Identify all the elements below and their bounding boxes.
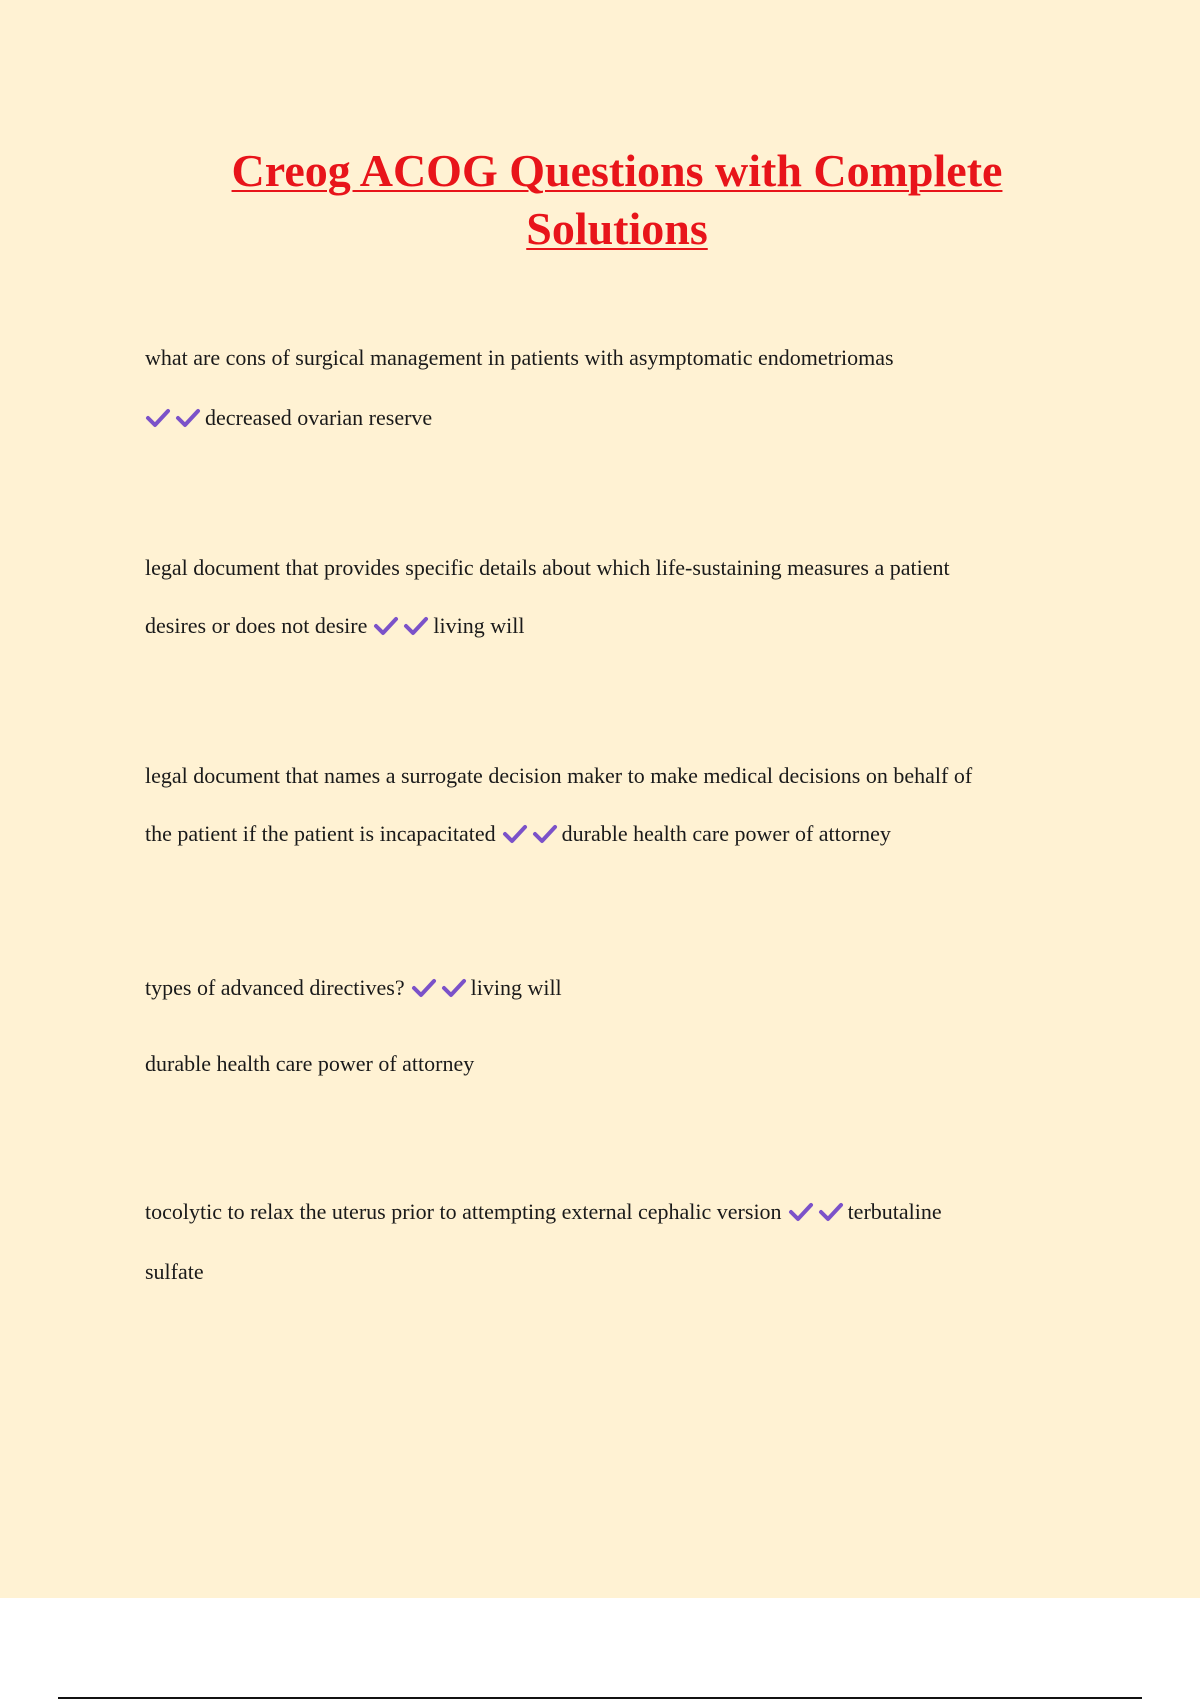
question-text: types of advanced directives? — [145, 975, 405, 1000]
checkmark-icon — [403, 615, 429, 637]
checkmark-icon — [145, 407, 171, 429]
answer-text: living will — [470, 975, 562, 1000]
answer-text: living will — [433, 613, 525, 638]
question-answer-line — [145, 820, 891, 848]
question-text: tocolytic to relax the uterus prior to attempting external cephalic version — [145, 1199, 782, 1224]
checkmark-icon — [788, 1201, 814, 1223]
checkmark-icon — [441, 977, 467, 999]
question-answer-line — [145, 612, 524, 640]
checkmark-icon — [818, 1201, 844, 1223]
answer-text: durable health care power of attorney — [145, 1051, 475, 1076]
question-answer-line — [145, 974, 562, 1002]
checkmark-icon — [532, 823, 558, 845]
question-text: the patient if the patient is incapacitated — [145, 821, 496, 846]
title-line-1: Creog ACOG Questions with Complete — [231, 145, 1003, 196]
footer-divider — [58, 1697, 1142, 1699]
answer-text: durable health care power of attorney — [561, 821, 891, 846]
answer-text: sulfate — [145, 1259, 204, 1284]
question-text: legal document that provides specific details about which life-sustaining measures a patient — [145, 555, 950, 580]
question-text: desires or does not desire — [145, 613, 368, 638]
answer-text: terbutaline — [847, 1199, 942, 1224]
checkmark-icon — [373, 615, 399, 637]
answer-text: decreased ovarian reserve — [205, 405, 433, 430]
question-text: legal document that names a surrogate decision maker to make medical decisions on behalf of — [145, 763, 973, 788]
answer-line — [145, 404, 432, 432]
title-line-2: Solutions — [526, 203, 708, 254]
question-text: what are cons of surgical management in patients with asymptomatic endometriomas — [145, 345, 894, 370]
checkmark-icon — [175, 407, 201, 429]
checkmark-icon — [411, 977, 437, 999]
checkmark-icon — [502, 823, 528, 845]
question-answer-line — [145, 1198, 942, 1226]
document-title — [0, 142, 1200, 258]
